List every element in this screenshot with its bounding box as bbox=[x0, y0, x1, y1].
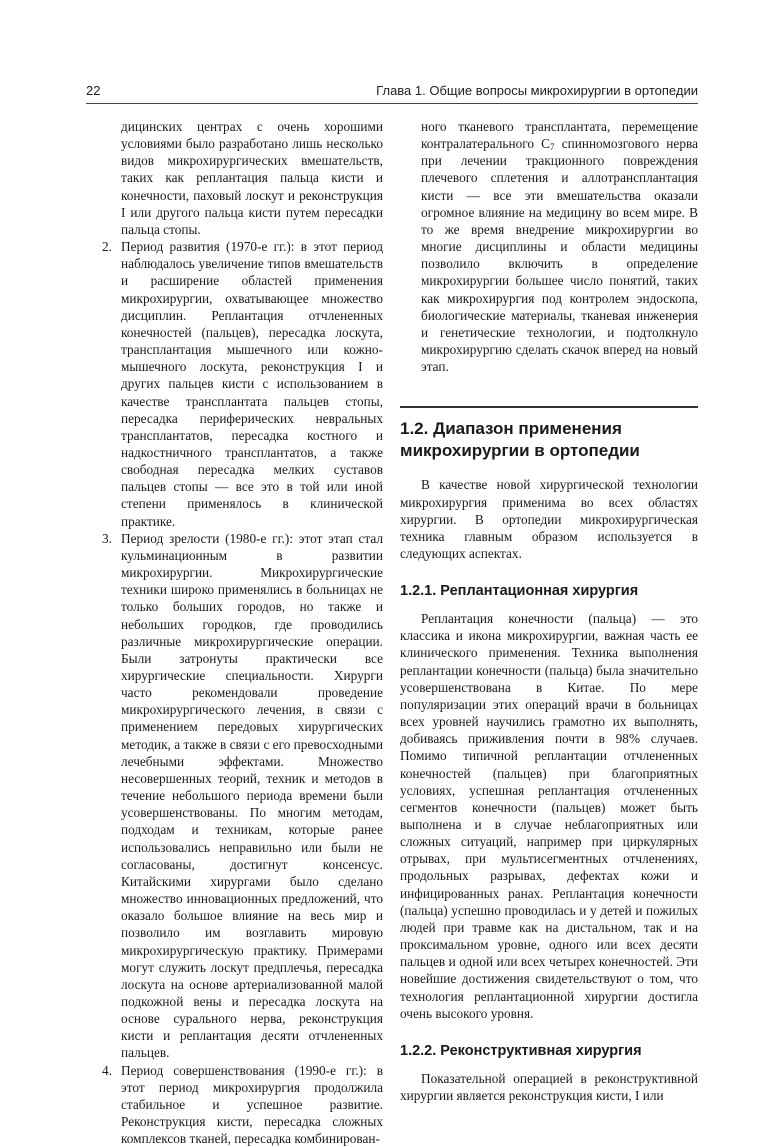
section-rule bbox=[400, 406, 698, 408]
replantation-paragraph: Реплантация конечности (пальца) — это классика и икона микрохирургии, важная часть ее клинического применения. Техника выполнения реплантации конечности (пальца) была значительно усовершенствована в Китае. По мере популяризации этих операций врачи в больницах всех уровней научились грамотно их выполнять, добиваясь приживления почти в 98% случаев. Помимо типичной реплантации отчлененных конечностей (пальцев) при благоприятных условиях, успешная реплантация отчлененных сегментов конечности (пальцев) может быть выполнена и в случае неблагоприятных или сложных ситуаций, например при циркулярных отрывах, при мультисегментных отчленениях, продольных разрывах, дефектах кожи и инфицированных ранах. Реплантация конечности (пальца) успешно проводилась и у детей и пожилых людей при травме как на дистальном, так и на проксимальном уровне, одного или всех десяти пальцев и одной или всех четырех конечностей. Эти новейшие достижения свидетельствуют о том, что технология реплантационной хирургии достигла очень высокого уровня. bbox=[400, 611, 698, 1021]
list-item bbox=[100, 1062, 383, 1147]
list-item-number: 3. bbox=[102, 530, 112, 546]
continued-text-part-1: ного тканевого трансплантата, перемещение контралатерального C bbox=[421, 119, 698, 152]
list-item-number: 2. bbox=[102, 239, 112, 255]
page-number: 22 bbox=[86, 83, 101, 98]
subsection-heading-reconstructive: 1.2.2. Реконструктивная хирургия bbox=[400, 1042, 642, 1059]
section-heading: 1.2. Диапазон применения микрохирургии в ортопедии bbox=[400, 419, 640, 461]
list-item-text: Период зрелости (1980-е гг.): этот этап стал кульминационным в развитии микрохирургии. Микрохирургические техники широко применялись в больницах не только больших городов, но также и небольших городков, где проводились различные микрохирургические операции. Были затронуты практически все хирургические специальности. Хирурги часто рекомендовали проведение микрохирургического лечения, в связи с применением передовых хирургических методик, а также в связи с его превосходными лечебными эффектами. Множество несовершенных теорий, техник и методов в течение небольшого периода времени были усовершенствованы. По многим методам, подходам и техникам, которые ранее использовались неправильно или были не согласованы, достигнут консенсус. Китайскими хирургами было сделано множество инновационных предложений, что оказало большое влияние на весь мир и позволило им возглавить мировую микрохирургическую практику. Примерами могут служить лоскут предплечья, пересадка лоскута на основе артериализованной малой подкожной вены и пересадка лоскута на основе сурального нерва, реконструкция кисти и реплантация десяти отчлененных пальцев. bbox=[121, 530, 383, 1061]
left-continued-paragraph: дицинских центрах с очень хорошими условиями было разработано лишь несколько видов микрохирургических вмешательств, таких как реплантация пальца кисти и конечности, паховый лоскут и реконструкция I или другого пальца кисти путем пересадки пальца стопы. bbox=[121, 119, 383, 237]
right-column bbox=[400, 118, 698, 1104]
chapter-title: Глава 1. Общие вопросы микрохирургии в ортопедии bbox=[376, 83, 698, 98]
list-item-number: 4. bbox=[102, 1062, 112, 1078]
left-column bbox=[100, 118, 383, 1147]
right-continued-paragraph bbox=[400, 118, 698, 375]
subsection-heading-replantation: 1.2.1. Реплантационная хирургия bbox=[400, 583, 639, 600]
list-item-text: Период совершенствования (1990-е гг.): в этот период микрохирургия продолжила стабильное и успешное развитие. Реконструкция кисти, пересадка сложных комплексов тканей, пересадка комбинирован- bbox=[121, 1062, 383, 1147]
header-rule bbox=[86, 103, 698, 104]
c7-subscript: 7 bbox=[550, 142, 555, 153]
section-intro-paragraph: В качестве новой хирургической технологии микрохирургия применима во всех областях хирургии. В ортопедии микрохирургическая техника главным образом используется в следующих аспектах. bbox=[400, 477, 698, 561]
list-item bbox=[100, 238, 383, 530]
running-header bbox=[86, 83, 698, 101]
list-item-text: Период развития (1970-е гг.): в этот период наблюдалось увеличение типов вмешательств и расширение областей применения микрохирургии, охватывающее множество дисциплин. Реплантация отчлененных конечностей (пальцев), пересадка лоскута, трансплантация мышечного или кожно-мышечного лоскута, реконструкция I и других пальцев кисти с использованием в качестве трансплантата пальцев стопы, пересадка периферических невральных трансплантатов, пересадка костного и надкостничного трансплантатов, а также свободная пересадка мелких суставов пальцев стопы — все это в той или иной степени применялось в клинической практике. bbox=[121, 239, 383, 529]
continued-text-part-2: спинномозгового нерва при лечении тракционного повреждения плечевого сплетения и аллотрансплантация кисти — все эти вмешательства оказали огромное влияние на медицину во всем мире. В то же время внедрение микрохирургии во многие дисциплины и области медицины позволило включить в определение микрохирургии большее число понятий, таких как микрохирургия под контролем эндоскопа, биологические материалы, тканевая инженерия и генетические технологии, и подтолкнуло микрохирургию сделать скачок вперед на новый этап. bbox=[421, 136, 698, 375]
list-item bbox=[100, 530, 383, 1062]
reconstructive-paragraph: Показательной операцией в реконструктивной хирургии является реконструкция кисти, I или bbox=[400, 1070, 698, 1104]
